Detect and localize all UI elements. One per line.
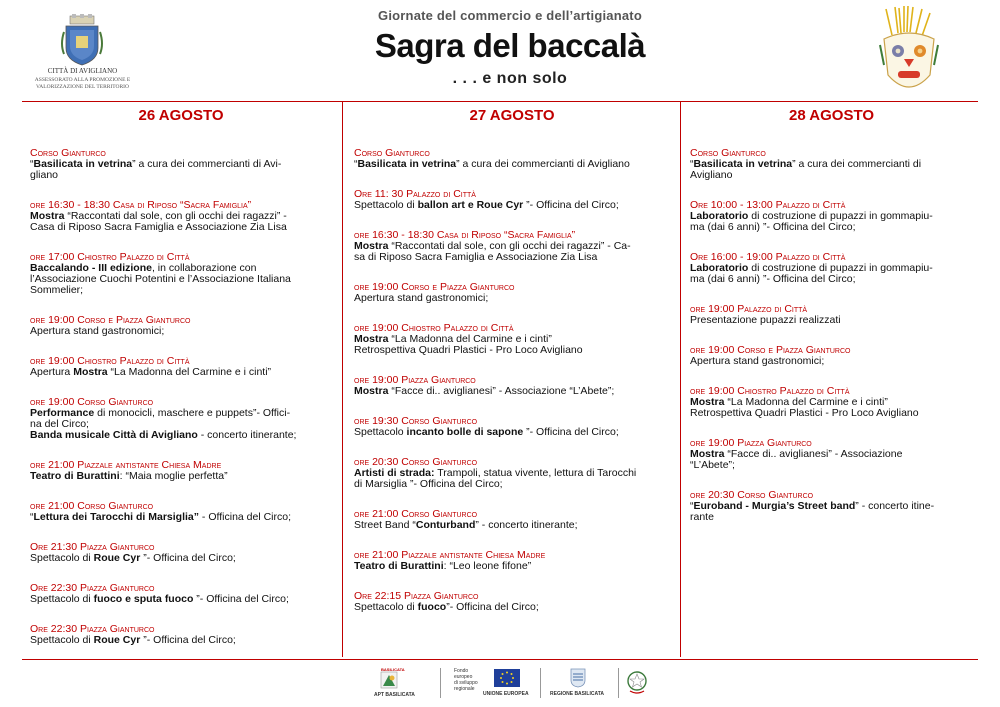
event-time-location: Ore 16:00 - 19:00 Palazzo di Città [690, 251, 846, 263]
footer-divider [22, 659, 978, 660]
event-time-location: Ore 22:30 Piazza Gianturco [30, 623, 155, 635]
event-time-location: ore 21:00 Corso Gianturco [30, 500, 154, 512]
event-time-location: ore 19:00 Chiostro Palazzo di Città [690, 385, 850, 397]
event-description: Spettacolo di Roue Cyr ”- Officina del Circo; [30, 634, 236, 646]
event-time-location: ore 21:00 Corso Gianturco [354, 508, 478, 520]
events-list [690, 147, 973, 523]
event-time-location: Ore 22:15 Piazza Gianturco [354, 590, 479, 602]
event-time-location: Ore 21:30 Piazza Gianturco [30, 541, 155, 553]
event-item [354, 229, 670, 263]
event-description: Retrospettiva Quadri Plastici - Pro Loco Avigliano [690, 407, 919, 419]
event-time-location: Corso Gianturco [354, 147, 430, 159]
event-time-location: ore 20:30 Corso Gianturco [690, 489, 814, 501]
event-description: Presentazione pupazzi realizzati [690, 314, 841, 326]
city-name: CITTÀ DI AVIGLIANO [47, 67, 118, 75]
event-description: Teatro di Burattini: “Leo leone fifone” [354, 560, 532, 572]
events-list [30, 147, 332, 646]
event-description: Spettacolo di Roue Cyr ”- Officina del Circo; [30, 552, 236, 564]
event-description: “Lettura dei Tarocchi di Marsiglia” - Officina del Circo; [30, 511, 292, 523]
event-item [354, 456, 670, 490]
event-description: Teatro di Burattini: “Maia moglie perfetta” [30, 470, 228, 482]
day-column-28-august [690, 107, 973, 523]
event-time-location: ore 19:00 Piazza Gianturco [690, 437, 812, 449]
event-time-location: Ore 22:30 Piazza Gianturco [30, 582, 155, 594]
day-heading: 28 AGOSTO [788, 107, 875, 124]
event-time-location: ore 19:00 Corso Gianturco [30, 396, 154, 408]
event-time-location: ore 16:30 - 18:30 Casa di Riposo “Sacra Famiglia” [30, 199, 252, 211]
event-description: Mostra “Facce di.. aviglianesi” - Associazione “L’Abete”; [354, 385, 615, 397]
event-description: na del Circo; [30, 418, 89, 430]
event-description: Apertura stand gastronomici; [354, 292, 489, 304]
event-description: di Marsiglia ”- Officina del Circo; [354, 478, 503, 490]
event-item [30, 541, 332, 564]
event-item [30, 459, 332, 482]
eu-label: UNIONE EUROPEA [483, 691, 529, 697]
event-item [354, 508, 670, 531]
event-item [30, 251, 332, 296]
logo-separator [618, 668, 619, 698]
logo-separator [540, 668, 541, 698]
event-time-location: ore 21:00 Piazzale antistante Chiesa Madre [354, 549, 546, 561]
event-item [354, 549, 670, 572]
event-description: Baccalando - III edizione, in collaborazione con [30, 262, 257, 274]
event-description: Apertura stand gastronomici; [690, 355, 825, 367]
event-item [690, 199, 973, 233]
apt-small-label: BASILICATA [381, 667, 405, 672]
event-description: gliano [30, 169, 59, 181]
event-time-location: ore 21:00 Piazzale antistante Chiesa Madre [30, 459, 222, 471]
event-series-title: Giornate del commercio e dell’artigianato [378, 8, 642, 23]
event-item [30, 199, 332, 233]
event-time-location: ore 19:00 Corso e Piazza Gianturco [30, 314, 191, 326]
day-heading: 26 AGOSTO [138, 107, 224, 124]
event-description: Laboratorio di costruzione di pupazzi in gommapiu- [690, 262, 933, 274]
event-description: Spettacolo di fuoco”- Officina del Circo; [354, 601, 539, 613]
day-heading: 27 AGOSTO [469, 107, 555, 124]
event-description: ma (dai 6 anni) ”- Officina del Circo; [690, 273, 856, 285]
event-description: Spettacolo di ballon art e Roue Cyr ”- Officina del Circo; [354, 199, 619, 211]
event-item [30, 355, 332, 378]
event-description: Artisti di strada: Trampoli, statua vivente, lettura di Tarocchi [354, 467, 637, 479]
event-description: Performance di monocicli, maschere e puppets”- Offici- [30, 407, 291, 419]
city-crest-logo [60, 14, 104, 66]
column-divider [680, 102, 681, 657]
event-item [354, 374, 670, 397]
event-time-location: ore 19:00 Chiostro Palazzo di Città [30, 355, 190, 367]
event-time-location: ore 19:00 Palazzo di Città [690, 303, 808, 315]
event-description: Mostra “Raccontati dal sole, con gli occhi dei ragazzi” - Ca- [354, 240, 631, 252]
logo-separator [440, 668, 441, 698]
event-time-location: ore 20:30 Corso Gianturco [354, 456, 478, 468]
event-item [690, 147, 973, 181]
day-column-27-august [354, 107, 670, 613]
event-description: l’Associazione Cuochi Potentini e l’Associazione Italiana [30, 273, 291, 285]
event-description: sa di Riposo Sacra Famiglia e Associazione Zia Lisa [354, 251, 598, 263]
event-time-location: Corso Gianturco [30, 147, 106, 159]
city-department: ASSESSORATO ALLA PROMOZIONE E VALORIZZAZIONE DEL TERRITORIO [34, 77, 131, 90]
event-item [354, 415, 670, 438]
regione-basilicata-crest [570, 668, 586, 688]
event-item [690, 344, 973, 367]
event-description: “Basilicata in vetrina” a cura dei commercianti di Avi- [30, 158, 282, 170]
event-description: “Basilicata in vetrina” a cura dei commercianti di Avigliano [354, 158, 630, 170]
event-item [30, 500, 332, 523]
event-item [354, 590, 670, 613]
event-description: Spettacolo incanto bolle di sapone ”- Officina del Circo; [354, 426, 619, 438]
event-description: Apertura stand gastronomici; [30, 325, 165, 337]
event-item [354, 322, 670, 356]
eu-flag-icon [494, 669, 520, 687]
event-description: Street Band “Conturband” - concerto itinerante; [354, 519, 578, 531]
event-time-location: ore 16:30 - 18:30 Casa di Riposo “Sacra Famiglia” [354, 229, 576, 241]
event-time-location: ore 19:00 Piazza Gianturco [354, 374, 476, 386]
event-item [690, 489, 973, 523]
event-item [690, 385, 973, 419]
event-item [690, 251, 973, 285]
event-time-location: Corso Gianturco [690, 147, 766, 159]
page-subtitle: . . . e non solo [452, 70, 568, 87]
event-time-location: Ore 11: 30 Palazzo di Città [354, 188, 476, 200]
event-description: “Euroband - Murgia’s Street band” - concerto itine- [690, 500, 935, 512]
event-item [30, 147, 332, 181]
event-time-location: ore 17:00 Chiostro Palazzo di Città [30, 251, 190, 263]
apt-label: APT BASILICATA [374, 692, 415, 698]
event-description: Mostra “Facce di.. aviglianesi” - Associazione [690, 448, 903, 460]
day-column-26-august [30, 107, 332, 646]
event-time-location: ore 19:00 Corso e Piazza Gianturco [690, 344, 851, 356]
event-description: rante [690, 511, 714, 523]
event-description: Mostra “La Madonna del Carmine e i cinti” [354, 333, 552, 345]
event-description: Spettacolo di fuoco e sputa fuoco ”- Officina del Circo; [30, 593, 289, 605]
event-description: Laboratorio di costruzione di pupazzi in gommapiu- [690, 210, 933, 222]
sponsor-logos [370, 666, 660, 700]
event-item [30, 314, 332, 337]
event-description: Avigliano [690, 169, 733, 181]
event-item [30, 623, 332, 646]
event-description: Banda musicale Città di Avigliano - concerto itinerante; [30, 429, 297, 441]
event-description: Apertura Mostra “La Madonna del Carmine e i cinti” [30, 366, 272, 378]
event-description: Sommelier; [30, 284, 84, 296]
event-item [354, 281, 670, 304]
event-item [354, 147, 670, 170]
event-item [690, 303, 973, 326]
header-divider [22, 101, 978, 102]
event-item [690, 437, 973, 471]
event-description: Casa di Riposo Sacra Famiglia e Associazione Zia Lisa [30, 221, 287, 233]
events-list [354, 147, 670, 613]
event-description: “Basilicata in vetrina” a cura dei commercianti di [690, 158, 922, 170]
mascot-face-illustration [870, 5, 948, 101]
event-time-location: ore 19:30 Corso Gianturco [354, 415, 478, 427]
regione-label: REGIONE BASILICATA [550, 691, 604, 697]
event-description: Retrospettiva Quadri Plastici - Pro Loco Avigliano [354, 344, 583, 356]
event-item [30, 582, 332, 605]
event-time-location: ore 19:00 Corso e Piazza Gianturco [354, 281, 515, 293]
event-item [30, 396, 332, 441]
event-description: Mostra “La Madonna del Carmine e i cinti” [690, 396, 888, 408]
italian-republic-emblem [626, 669, 648, 695]
event-item [354, 188, 670, 211]
fondo-europeo-label: Fondo europeo di sviluppo regionale [454, 668, 478, 692]
event-time-location: ore 19:00 Chiostro Palazzo di Città [354, 322, 514, 334]
event-description: “L’Abete”; [690, 459, 735, 471]
event-time-location: Ore 10:00 - 13:00 Palazzo di Città [690, 199, 846, 211]
event-description: ma (dai 6 anni) ”- Officina del Circo; [690, 221, 856, 233]
page-title: Sagra del baccalà [374, 27, 646, 64]
column-divider [342, 102, 343, 657]
event-description: Mostra “Raccontati dal sole, con gli occhi dei ragazzi” - [30, 210, 287, 222]
